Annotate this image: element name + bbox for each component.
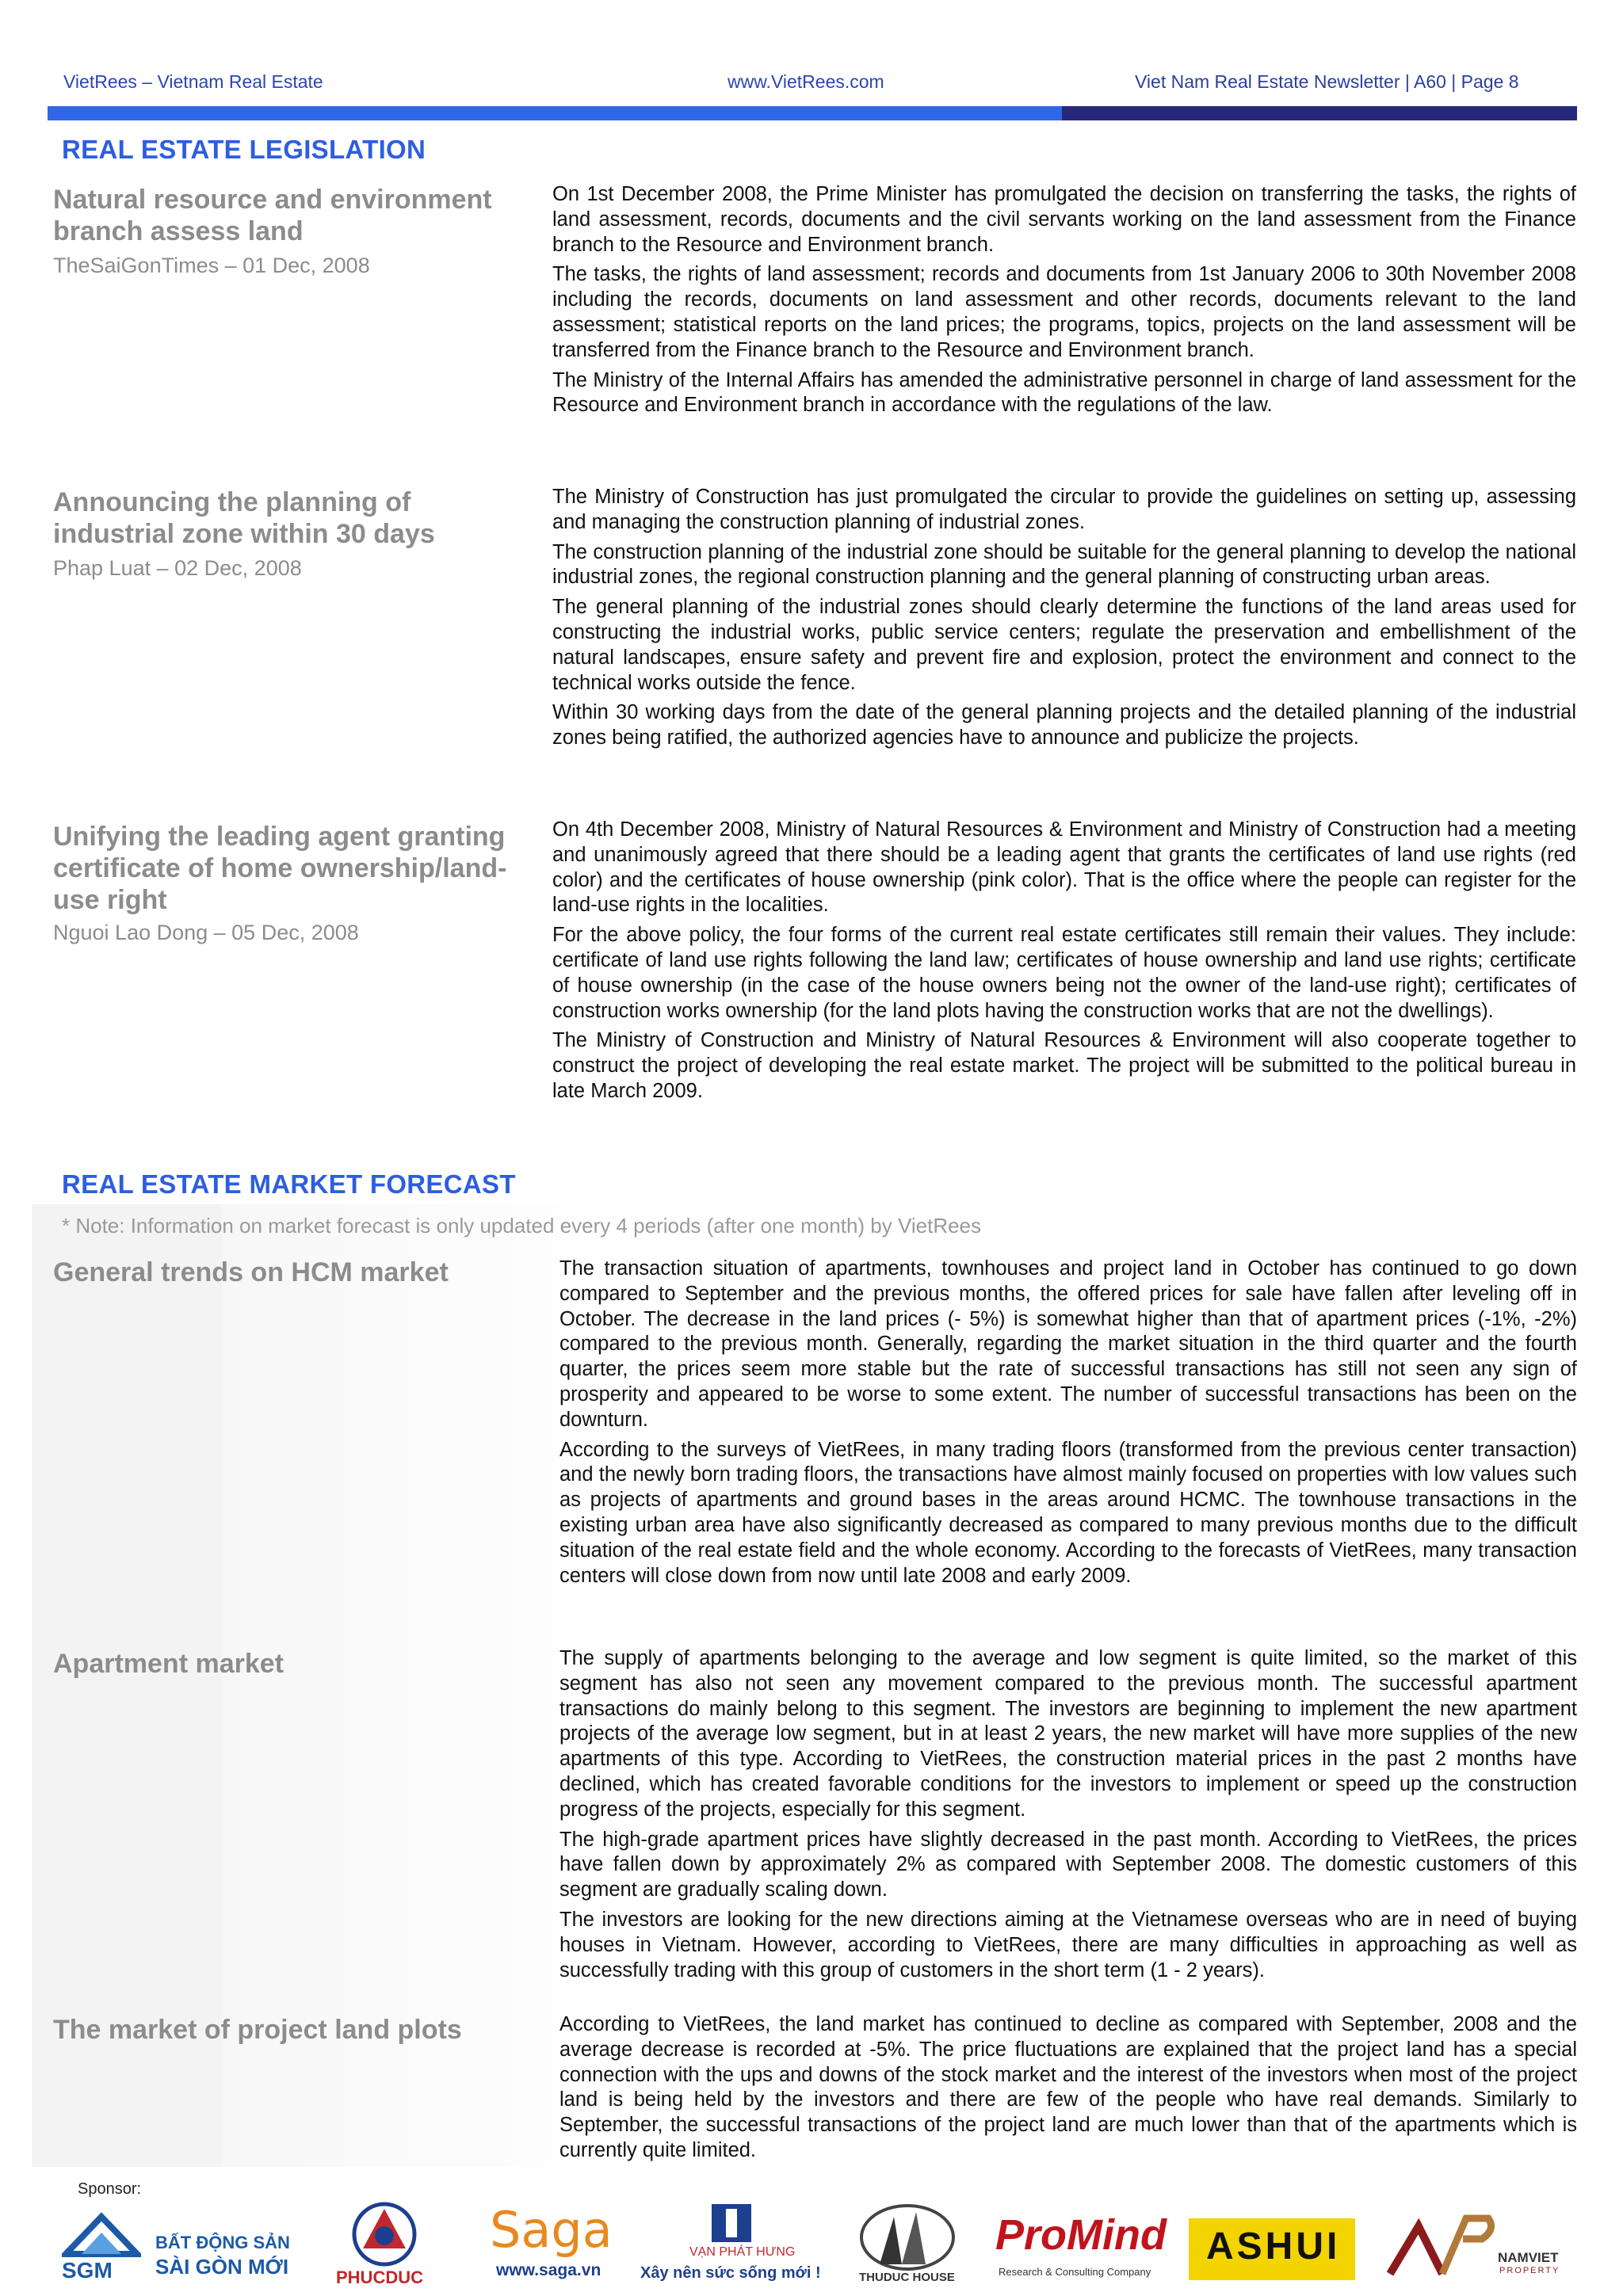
article-paragraph: For the above policy, the four forms of the current real estate certificates still remain their values. They include: certificate of land use rights following the land law; certificates of house ownership and land use rights; certificate of house ownership (in the case of the house owners being not the owner of the land-use right); certificates of construction works ownership (for the land plots having the construction works that are not the dwellings). xyxy=(552,924,1576,1022)
sgm-abbrev: SGM xyxy=(62,2258,113,2283)
article-paragraph: The Ministry of Construction has just promulgated the circular to provide the guidelines on setting up, assessing and managing the construction planning of industrial zones. xyxy=(552,486,1576,533)
article-paragraph: On 4th December 2008, Ministry of Natural Resources & Environment and Ministry of Construction had a meeting and unanimously agreed that there should be a leading agent that grants the certificates of land use rights (red color) and the certificates of house ownership (pink color). That is the office where the people can register for the land-use rights in the localities. xyxy=(552,818,1576,917)
ashui-logo[interactable] xyxy=(1189,2218,1355,2280)
forecast-topic-body xyxy=(559,1646,1577,1988)
article-paragraph: The tasks, the rights of land assessment; records and documents from 1st January 2006 to 30th November 2008 including the records, documents on land assessment and other records, documents relevant to the land assessment; statistical reports on the land prices; the programs, topics, projects on the land assessment will be transferred from the Finance branch to the Resource and Environment branch. xyxy=(552,263,1576,361)
article-source: Nguoi Lao Dong – 05 Dec, 2008 xyxy=(53,921,359,944)
article-body xyxy=(552,485,1576,756)
vanphathung-name: VẠN PHÁT HƯNG xyxy=(689,2245,796,2259)
article-paragraph: Within 30 working days from the date of the general planning projects and the detailed planning of the industrial zones being ratified, the authorized agencies have to announce and publicize the projects. xyxy=(552,701,1576,749)
saga-logo[interactable] xyxy=(490,2201,624,2288)
promind-wordmark: ProMind xyxy=(995,2211,1167,2259)
header-site-url[interactable]: www.VietRees.com xyxy=(727,71,884,92)
forecast-paragraph: The transaction situation of apartments, townhouses and project land in October has continued to go down compared to September and the previous months, the offered prices for sale have fallen after leveling off in October. The decrease in the land prices (- 5%) is somewhat higher than that of apartment prices (-1%, -2%) compared to the previous month. Generally, regarding the market situation in the third quarter and the fourth quarter, the prices seem more stable but the rate of successful transactions has still not seen any sign of prosperity and appeared to be worse to some extent. The number of successful transactions has been on the downturn. xyxy=(559,1257,1577,1431)
forecast-paragraph: According to the surveys of VietRees, in many trading floors (transformed from the previous center transaction) and the newly born trading floors, the transactions have almost mainly focused on properties with low values such as projects of apartments and ground bases in the areas around HCMC. The townhouse transactions in the existing urban area have also significantly decreased as compared to many previous months due to the difficult situation of the real estate field and the whole economy. According to the forecasts of VietRees, many transaction centers will close down from now until late 2008 and early 2009. xyxy=(559,1438,1577,1587)
namviet-logo[interactable] xyxy=(1387,2210,1561,2290)
phucduc-name: PHUCDUC xyxy=(336,2267,423,2287)
header-issue-info: Viet Nam Real Estate Newsletter | A60 | Page 8 xyxy=(1135,71,1519,92)
forecast-topic-body xyxy=(559,1257,1577,1593)
legislation-section-title: REAL ESTATE LEGISLATION xyxy=(62,135,426,164)
thuduc-house-logo[interactable] xyxy=(856,2201,959,2288)
header-bar-navy xyxy=(1062,106,1577,120)
sgm-line2: SÀI GÒN MỚI xyxy=(155,2255,289,2279)
article-title: Natural resource and environment branch assess land xyxy=(53,185,492,246)
article-source: TheSaiGonTimes – 01 Dec, 2008 xyxy=(53,254,370,277)
forecast-topic-title: Apartment market xyxy=(53,1649,284,1679)
forecast-section-title: REAL ESTATE MARKET FORECAST xyxy=(62,1169,516,1199)
forecast-topic-title: General trends on HCM market xyxy=(53,1257,449,1287)
forecast-paragraph: According to VietRees, the land market has continued to decline as compared with September, 2008 and the average decrease is recorded at -5%. The price fluctuations are explained that the project land has a special connection with the ups and downs of the stock market and the interest of the investors when most of the project land is being held by the investors and there are few of the people who have real demands. Similarly to September, the successful transactions of the project land are much lower than that of the apartments which is currently quite limited. xyxy=(559,2013,1577,2161)
sponsor-label: Sponsor: xyxy=(78,2180,142,2198)
article-paragraph: On 1st December 2008, the Prime Minister has promulgated the decision on transferring the tasks, the rights of land assessment, records, documents and the civil servants working on the land assessment from the Finance branch to the Resource and Environment branch. xyxy=(552,183,1576,256)
article-paragraph: The construction planning of the industrial zone should be suitable for the general planning to develop the national industrial zones, the regional construction planning and the general planning of constructing urban areas. xyxy=(552,540,1576,589)
header-site-name: VietRees – Vietnam Real Estate xyxy=(63,71,323,92)
vanphathung-slogan: Xây nên sức sống mới ! xyxy=(640,2264,821,2282)
sgm-line1: BẤT ĐỘNG SẢN xyxy=(155,2233,290,2252)
article-body xyxy=(552,818,1576,1109)
namviet-subtitle: PROPERTY xyxy=(1499,2266,1560,2275)
ashui-wordmark: ASHUI xyxy=(1206,2225,1341,2267)
thuduc-house-name: THUDUC HOUSE xyxy=(859,2271,955,2284)
namviet-name: NAMVIET xyxy=(1498,2250,1559,2265)
forecast-paragraph: The investors are looking for the new directions aiming at the Vietnamese overseas who are in need of buying houses in Vietnam. However, according to VietRees, there are many difficulties in approaching as well as successfully trading with this group of customers in the short term (1 - 2 years). xyxy=(559,1908,1577,1981)
vanphathung-logo[interactable] xyxy=(640,2201,838,2288)
forecast-note: * Note: Information on market forecast is only updated every 4 periods (after one month) by VietRees xyxy=(62,1214,982,1238)
header-bar-blue xyxy=(48,106,1062,120)
forecast-paragraph: The high-grade apartment prices have slightly decreased in the past month. According to VietRees, the prices have fallen down by approximately 2% as compared with September 2008. The domestic customers of this segment are gradually scaling down. xyxy=(559,1828,1577,1901)
phucduc-mark-icon xyxy=(333,2201,436,2269)
article-paragraph: The Ministry of Construction and Ministry of Natural Resources & Environment will also cooperate together to construct the project of developing the real estate market. The project will be submitted to the political bureau in late March 2009. xyxy=(552,1029,1576,1102)
saga-wordmark: Saga xyxy=(490,2201,613,2259)
thuduc-house-mark-icon xyxy=(856,2201,959,2272)
article-source: Phap Luat – 02 Dec, 2008 xyxy=(53,556,302,580)
forecast-paragraph: The supply of apartments belonging to the average and low segment is quite limited, so the market of this segment has also not seen any movement compared to the previous month. The successful apartment transactions do mainly belong to this segment. The investors are beginning to implement the new apartment projects of the average low segment, but in at least 2 years, the new market will have more supplies of the new apartments of this type. According to VietRees, the construction material prices in the past 2 months have declined, which has created favorable conditions for the investors to implement or speed up the construction progress of the projects, especially for this segment. xyxy=(559,1647,1577,1821)
article-paragraph: The Ministry of the Internal Affairs has amended the administrative personnel in charge of land assessment for the Resource and Environment branch in accordance with the regulations of the law. xyxy=(552,368,1576,417)
article-body xyxy=(552,182,1576,423)
saga-url: www.saga.vn xyxy=(496,2261,601,2279)
article-paragraph: The general planning of the industrial zones should clearly determine the functions of the land areas used for constructing the industrial works, public service centers; regulate the preservation and embellishment of the natural landscapes, ensure safety and prevent fire and explosion, protect the environment and connect to the technical works outside the fence. xyxy=(552,596,1576,694)
phucduc-logo[interactable] xyxy=(333,2201,436,2288)
forecast-topic-body xyxy=(559,2012,1577,2168)
article-title: Announcing the planning of industrial zone within 30 days xyxy=(53,487,435,549)
article-title: Unifying the leading agent granting certificate of home ownership/land-use right xyxy=(53,822,507,915)
forecast-topic-title: The market of project land plots xyxy=(53,2015,462,2045)
namviet-mark-icon xyxy=(1387,2210,1498,2277)
vanphathung-mark-icon xyxy=(640,2201,838,2245)
promind-logo[interactable] xyxy=(995,2210,1170,2286)
promind-tagline: Research & Consulting Company xyxy=(999,2266,1151,2278)
sgm-logo[interactable] xyxy=(62,2210,292,2286)
